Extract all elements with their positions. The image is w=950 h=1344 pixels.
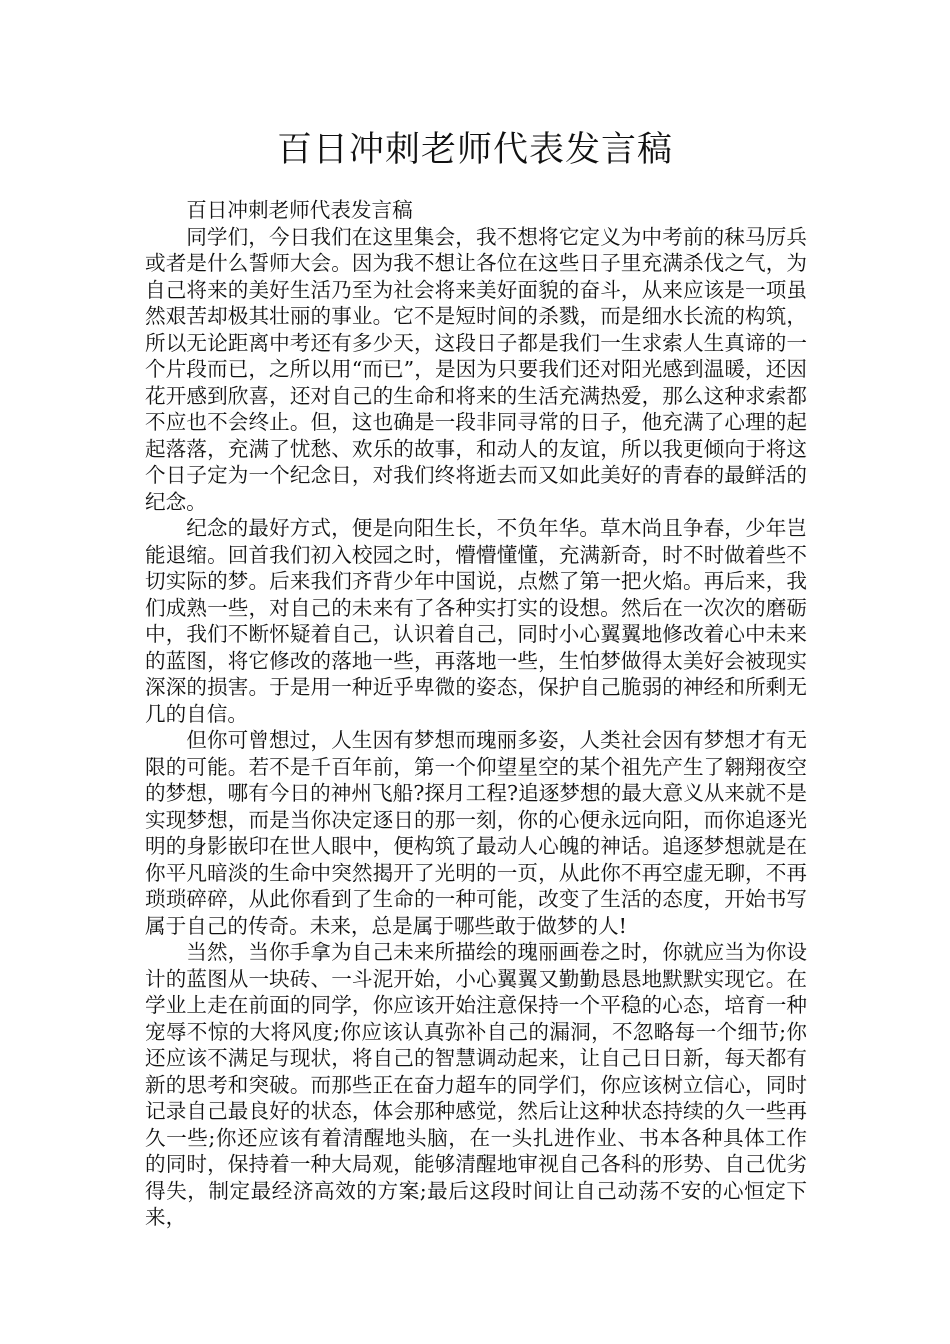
document-body (145, 197, 807, 1231)
document-title: 百日冲刺老师代表发言稿 (276, 130, 673, 170)
body-paragraph-4: 当然，当你手拿为自己未来所描绘的瑰丽画卷之时，你就应当为你设计的蓝图从一块砖、一斗泥开始，小心翼翼又勤勤恳恳地默默实现它。在学业上走在前面的同学，你应该开始注意保持一个平稳的心态，培育一种宠辱不惊的大将风度;你应该认真弥补自己的漏洞，不忽略每一个细节;你还应该不满足与现状，将自己的智慧调动起来，让自己日日新，每天都有新的思考和突破。而那些正在奋力超车的同学们，你应该树立信心，同时记录自己最良好的状态，体会那种感觉，然后让这种状态持续的久一些再久一些;你还应该有着清醒地头脑，在一头扎进作业、书本各种具体工作的同时，保持着一种大局观，能够清醒地审视自己各科的形势、自己优劣得失，制定最经济高效的方案;最后这段时间让自己动荡不安的心恒定下来， (145, 940, 807, 1229)
document-subtitle: 百日冲刺老师代表发言稿 (186, 198, 413, 222)
body-paragraph-2: 纪念的最好方式，便是向阳生长，不负年华。草木尚且争春，少年岂能退缩。回首我们初入校园之时，懵懵懂懂，充满新奇，时不时做着些不切实际的梦。后来我们齐背少年中国说，点燃了第一把火焰。再后来，我们成熟一些，对自己的未来有了各种实打实的设想。然后在一次次的磨砺中，我们不断怀疑着自己，认识着自己，同时小心翼翼地修改着心中未来的蓝图，将它修改的落地一些，再落地一些，生怕梦做得太美好会被现实深深的损害。于是用一种近乎卑微的姿态，保护自己脆弱的神经和所剩无几的自信。 (145, 516, 807, 726)
body-paragraph-3: 但你可曾想过，人生因有梦想而瑰丽多姿，人类社会因有梦想才有无限的可能。若不是千百年前，第一个仰望星空的某个祖先产生了翱翔夜空的梦想，哪有今日的神州飞船?探月工程?追逐梦想的最大意义从来就不是实现梦想，而是当你决定逐日的那一刻，你的心便永远向阳，而你追逐光明的身影嵌印在世人眼中，便构筑了最动人心魄的神话。追逐梦想就是在你平凡暗淡的生命中突然揭开了光明的一页，从此你不再空虚无聊，不再琐琐碎碎，从此你看到了生命的一种可能，改变了生活的态度，开始书写属于自己的传奇。未来，总是属于哪些敢于做梦的人! (145, 728, 807, 938)
body-paragraph-1: 同学们，今日我们在这里集会，我不想将它定义为中考前的秣马厉兵或者是什么誓师大会。因为我不想让各位在这些日子里充满杀伐之气，为自己将来的美好生活乃至为社会将来美好面貌的奋斗，从来应该是一项虽然艰苦却极其壮丽的事业。它不是短时间的杀戮，而是细水长流的构筑，所以无论距离中考还有多少天，这段日子都是我们一生求索人生真谛的一个片段而已，之所以用“而已”，是因为只要我们还对阳光感到温暖，还因花开感到欣喜，还对自己的生命和将来的生活充满热爱，那么这种求索都不应也不会终止。但，这也确是一段非同寻常的日子，他充满了心理的起起落落，充满了忧愁、欢乐的故事，和动人的友谊，所以我更倾向于将这个日子定为一个纪念日，对我们终将逝去而又如此美好的青春的最鲜活的纪念。 (145, 224, 807, 514)
